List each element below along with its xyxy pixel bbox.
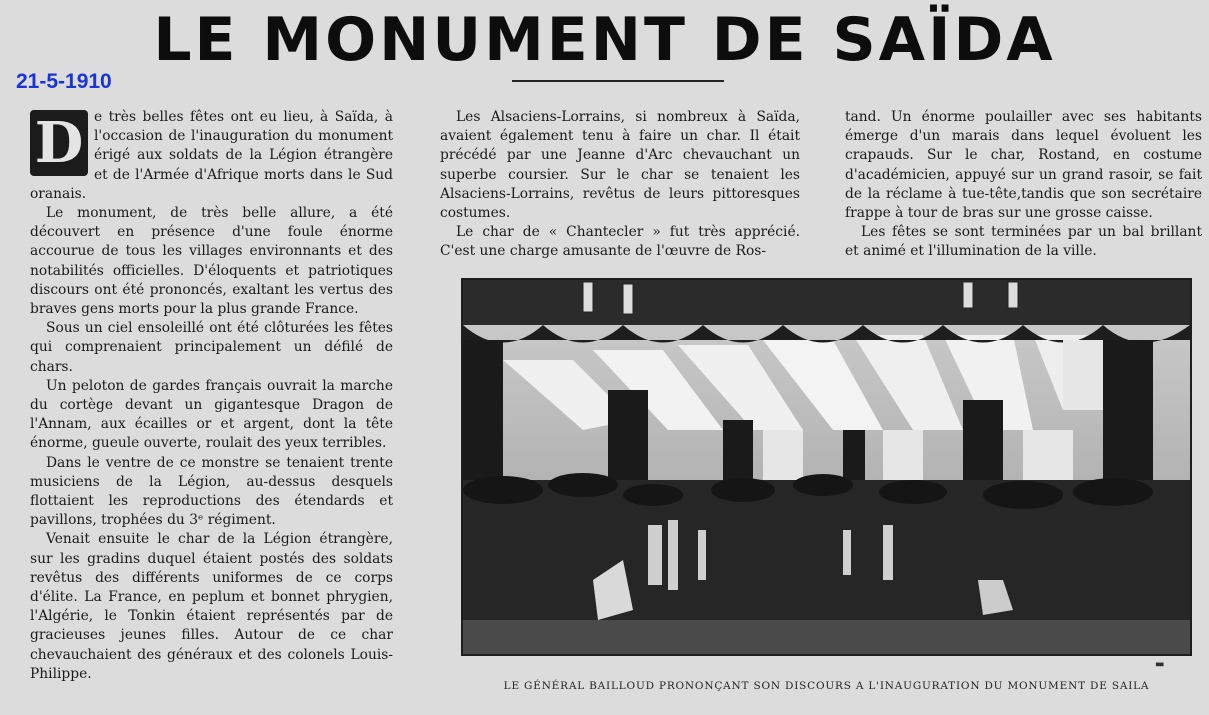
paragraph: Dans le ventre de ce monstre se tenaient trente musiciens de la Légion, au-dessus desquels flottaient les reproductions des étendards et pavillons, trophées du 3ᵉ régiment. (30, 454, 393, 529)
paragraph: Un peloton de gardes français ouvrait la marche du cortège devant un gigantesque Dragon de l'Annam, aux écailles or et argent, dont la tête énorme, gueule ouverte, roulait des yeux terribles. (30, 377, 393, 452)
corner-mark: ▬ (1155, 659, 1165, 670)
date-stamp: 21-5-1910 (16, 70, 112, 93)
paragraph-text: e très belles fêtes ont eu lieu, à Saïda, à l'occasion de l'inauguration du monument érigé aux soldats de la Légion étrangère et de l'Armée d'Afrique morts dans le Sud oranais. (30, 109, 393, 202)
article-column-2 (440, 108, 800, 262)
paragraph: Les fêtes se sont terminées par un bal brillant et animé et l'illumination de la ville. (845, 224, 1202, 260)
paragraph: Les Alsaciens-Lorrains, si nombreux à Saïda, avaient également tenu à faire un char. Il était précédé par une Jeanne d'Arc chevauchant un superbe coursier. Sur le char se tenaient les Alsaciens-Lorrains, revêtus de leurs pittoresques costumes. (440, 109, 800, 222)
dropcap-letter: D (30, 110, 88, 176)
paragraph: tand. Un énorme poulailler avec ses habitants émerge d'un marais dans lequel évoluent les crapauds. Sur le char, Rostand, en costume d'académicien, appuyé sur un grand rasoir, se fait de la réclame à tue-tête,tandis que son secrétaire frappe à tour de bras sur une grosse caisse. (845, 109, 1202, 222)
paragraph: Le monument, de très belle allure, a été découvert en présence d'une foule énorme accourue de tous les villages environnants et des notabilités officielles. D'éloquents et patriotiques discours ont été prononcés, exaltant les vertus des braves gens morts pour la plus grande France. (30, 205, 393, 318)
photo-caption: LE GÉNÉRAL BAILLOUD PRONONÇANT SON DISCOURS A L'INAUGURATION DU MONUMENT DE SAILA (503, 680, 1150, 692)
ceremony-photo (461, 278, 1192, 656)
article-column-1 (30, 108, 393, 684)
page-title: LE MONUMENT DE SAÏDA (153, 5, 1056, 75)
paragraph (30, 108, 393, 204)
paragraph: Venait ensuite le char de la Légion étrangère, sur les gradins duquel étaient postés des soldats revêtus des différents uniformes de ce corps d'élite. La France, en peplum et bonnet phrygien, l'Algérie, le Tonkin étaient représentés par de gracieuses jeunes filles. Autour de ce char chevauchaient des généraux et des colonels Louis-Philippe. (30, 531, 393, 682)
paragraph: Sous un ciel ensoleillé ont été clôturées les fêtes qui comprenaient principalement un défilé de chars. (30, 320, 393, 375)
paragraph: Le char de « Chantecler » fut très apprécié. C'est une charge amusante de l'œuvre de Ros- (440, 224, 800, 260)
article-column-3 (845, 108, 1202, 262)
title-rule (512, 80, 724, 82)
ceremony-photo-illustration (463, 280, 1190, 654)
